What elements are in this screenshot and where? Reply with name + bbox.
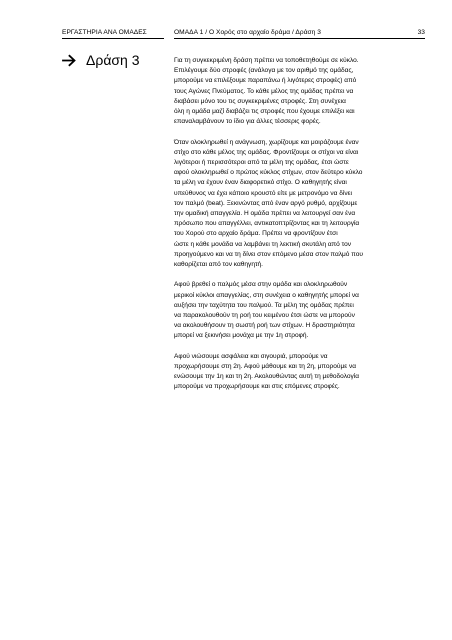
paragraph-2: Όταν ολοκληρωθεί η ανάγνωση, χωρίζουμε και μοιράζουμε έναν στίχο στο κάθε μέλος της ομάδας. Φροντίζουμε οι στίχοι να είναι λιγότεροι ή περισσότεροι από τα μέλη της ομάδας, έτσι ώστε αφού ολοκληρωθεί ο πρώτος κύκλος στίχων, στον δεύτερο κύκλο τα μέλη να έχουν έναν διαφορετικό στίχο. Ο καθηγητής είναι υπεύθυνος να έχει κάποιο κρουστό είτε με μετρονόμο να δίνει τον παλμό (beat). Ξεκινώντας από έναν αργό ρυθμό, αρχίζουμε την ομαδική απαγγελία. Η ομάδα πρέπει να λειτουργεί σαν ένα πρόσωπο που απαγγέλλει, αντικατοπτρίζοντας και τη λειτουργία του Χορού στο αρχαίο δράμα. Πρέπει να φροντίζουν έτσι ώστε η κάθε μονάδα να λαμβάνει τη λεκτική σκυτάλη από τον προηγούμενο και να τη δίνει στον επόμενο μέσα στον παλμό που καθορίζεται από τον καθηγητή. [174, 138, 363, 269]
paragraph-1: Για τη συγκεκριμένη δράση πρέπει να τοποθετηθούμε σε κύκλο. Επιλέγουμε δύο στροφές (ανάλογα με τον αριθμό της ομάδας, μπορούμε να επιλέξουμε παραπάνω ή λιγότερες στροφές) από τους Αγώνες Πνεύματος. Το κάθε μέλος της ομάδας πρέπει να διαβάσει μόνο του τις συγκεκριμένες στροφές. Στη συνέχεια όλη η ομάδα μαζί διαβάζει τις στροφές που έχουμε επιλέξει και επαναλαμβάνουν το ίδιο για άλλες τέσσερις φορές. [174, 57, 359, 126]
header-divider-left [62, 38, 164, 39]
paragraph-4: Αφού νιώσουμε ασφάλεια και σιγουριά, μπορούμε να προχωρήσουμε στη 2η. Αφού μάθουμε και τη 2η, μπορούμε να ενώσουμε την 1η και τη 2η. Ακολουθώντας αυτή τη μεθοδολογία μπορούμε να προχωρήσουμε και στις επόμενες στροφές. [174, 352, 360, 391]
body-text [174, 56, 432, 403]
paragraph-3: Αφού βρεθεί ο παλμός μέσα στην ομάδα και ολοκληρωθούν μερικοί κύκλοι απαγγελίας, στη συνέχεια ο καθηγητής μπορεί να αυξήσει την ταχύτητα του παλμού. Τα μέλη της ομάδας πρέπει να παρακολουθούν τη ροή του κειμένου έτσι ώστε να μπορούν να ακολουθήσουν τη σωστή ροή των στίχων. Η δραστηριότητα μπορεί να ξεκινήσει μονάχα με την 1η στροφή. [174, 281, 359, 340]
page-number: 33 [417, 29, 425, 36]
header-divider-right [174, 38, 425, 39]
section-heading [62, 52, 140, 68]
section-title: Δράση 3 [86, 52, 140, 68]
header-series-title: ΕΡΓΑΣΤΗΡΙΑ ΑΝΑ ΟΜΑΔΕΣ [62, 29, 147, 36]
arrow-right-icon [62, 54, 77, 67]
header-breadcrumb: ΟΜΑΔΑ 1 / Ο Χορός στο αρχαίο δράμα / Δράση 3 [174, 29, 321, 36]
page-header [0, 26, 452, 38]
